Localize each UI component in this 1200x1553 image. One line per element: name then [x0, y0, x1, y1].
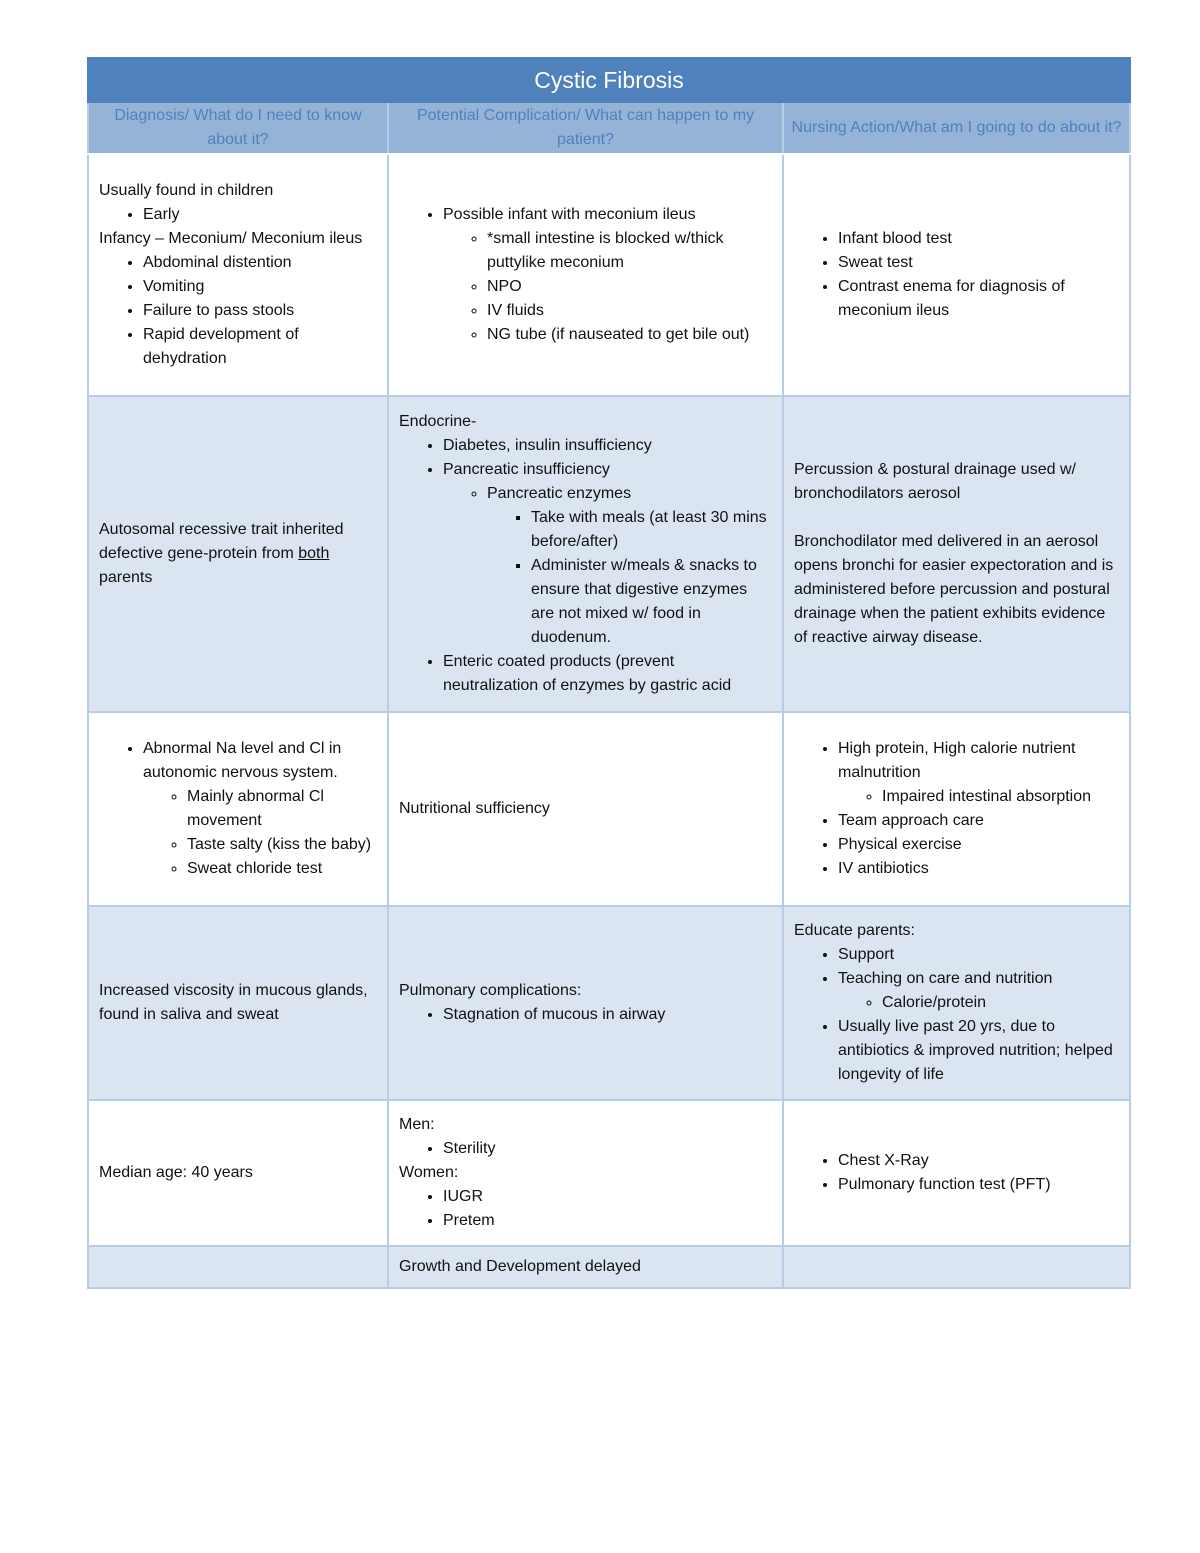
header-nursing-action: Nursing Action/What am I going to do about it?: [783, 102, 1130, 154]
sub-list: [443, 482, 772, 650]
bullet-list: [399, 1137, 772, 1161]
sub-list-item: ◦ IV fluids: [487, 299, 772, 323]
title-row: [88, 58, 1130, 102]
header-diagnosis: Diagnosis/ What do I need to know about it?: [88, 102, 388, 154]
table-row: [88, 154, 1130, 396]
list-item: • Sweat test: [838, 251, 1119, 275]
list-item-text: Possible infant with meconium ileus: [443, 206, 696, 223]
sub-list: [838, 785, 1119, 809]
cell-text: Median age: 40 years: [99, 1164, 253, 1181]
header-complication: Potential Complication/ What can happen to my patient?: [388, 102, 783, 154]
table-row: [88, 1100, 1130, 1246]
care-plan-table: [87, 57, 1131, 1289]
cystic-fibrosis-care-plan: [87, 57, 1129, 1289]
list-item: • Usually live past 20 yrs, due to antibiotics & improved nutrition; helped longevity of life: [838, 1015, 1119, 1087]
complication-cell: Growth and Development delayed: [388, 1246, 783, 1288]
list-item: • Physical exercise: [838, 833, 1119, 857]
table-row: [88, 1246, 1130, 1288]
cell-text: Pulmonary complications:: [399, 982, 582, 999]
sub-list-item: ◦ Sweat chloride test: [187, 857, 377, 881]
list-item: • Chest X-Ray: [838, 1149, 1119, 1173]
sub-list-item: ◦ Mainly abnormal Cl movement: [187, 785, 377, 833]
bullet-list: [794, 737, 1119, 881]
list-item: • Support: [838, 943, 1119, 967]
list-item: • Early: [143, 203, 377, 227]
bullet-list: [99, 737, 377, 881]
sub-list-item-text: Pancreatic enzymes: [487, 485, 632, 502]
cell-text: Usually found in children: [99, 182, 274, 199]
sub-list: [443, 227, 772, 347]
nursing-action-cell: [783, 154, 1130, 396]
sub-list: [838, 991, 1119, 1015]
list-item: • Team approach care: [838, 809, 1119, 833]
diagnosis-cell: [88, 1100, 388, 1246]
nursing-action-cell: [783, 906, 1130, 1100]
list-item: • Pulmonary function test (PFT): [838, 1173, 1119, 1197]
cell-text: Nutritional sufficiency: [399, 800, 550, 817]
list-item: • Stagnation of mucous in airway: [443, 1003, 772, 1027]
list-item: [838, 967, 1119, 1015]
list-item: • IUGR: [443, 1185, 772, 1209]
cell-text: Endocrine-: [399, 413, 477, 430]
list-item: • Diabetes, insulin insufficiency: [443, 434, 772, 458]
bullet-list: [399, 1185, 772, 1233]
sub-sub-list-item: ▪ Administer w/meals & snacks to ensure that digestive enzymes are not mixed w/ food in duodenum.: [531, 554, 772, 650]
emphasis-text: both: [298, 545, 330, 562]
list-item: [143, 737, 377, 881]
complication-cell: [388, 396, 783, 712]
list-item: [443, 458, 772, 650]
cell-text: Percussion & postural drainage used w/ bronchodilators aerosol: [794, 461, 1076, 502]
list-item: • IV antibiotics: [838, 857, 1119, 881]
bullet-list: [794, 1149, 1119, 1197]
diagnosis-cell: [88, 712, 388, 906]
list-item: • Sterility: [443, 1137, 772, 1161]
table-row: [88, 906, 1130, 1100]
cell-text: [99, 518, 377, 590]
complication-cell: [388, 906, 783, 1100]
list-item-text: High protein, High calorie nutrient malnutrition: [838, 740, 1076, 781]
table-title: Cystic Fibrosis: [88, 58, 1130, 102]
diagnosis-cell: [88, 1246, 388, 1288]
complication-cell: [388, 1100, 783, 1246]
bullet-list: [794, 943, 1119, 1087]
list-item: • Enteric coated products (prevent neutralization of enzymes by gastric acid: [443, 650, 772, 698]
list-item: [443, 203, 772, 347]
cell-text: Women:: [399, 1164, 459, 1181]
list-item: • Rapid development of dehydration: [143, 323, 377, 371]
diagnosis-cell: [88, 154, 388, 396]
bullet-list: [399, 203, 772, 347]
list-item-text: Teaching on care and nutrition: [838, 970, 1053, 987]
list-item: • Infant blood test: [838, 227, 1119, 251]
complication-cell: [388, 154, 783, 396]
sub-list-item: ◦ NG tube (if nauseated to get bile out): [487, 323, 772, 347]
table-row: [88, 712, 1130, 906]
bullet-list: [399, 1003, 772, 1027]
cell-text-part: parents: [99, 569, 153, 586]
sub-list-item: [487, 482, 772, 650]
cell-text-part: Autosomal recessive trait inherited defective gene-protein from: [99, 521, 344, 562]
list-item: • Failure to pass stools: [143, 299, 377, 323]
list-item-text: Pancreatic insufficiency: [443, 461, 610, 478]
list-item-text: Abnormal Na level and Cl in autonomic nervous system.: [143, 740, 342, 781]
cell-text: Educate parents:: [794, 922, 915, 939]
sub-list-item: ◦ *small intestine is blocked w/thick puttylike meconium: [487, 227, 772, 275]
nursing-action-cell: [783, 1100, 1130, 1246]
sub-list: [143, 785, 377, 881]
table-row: [88, 396, 1130, 712]
complication-cell: [388, 712, 783, 906]
bullet-list: [99, 251, 377, 371]
cell-text: Infancy – Meconium/ Meconium ileus: [99, 230, 363, 247]
sub-sub-list: [487, 506, 772, 650]
sub-list-item: ◦ Taste salty (kiss the baby): [187, 833, 377, 857]
list-item: [838, 737, 1119, 809]
bullet-list: [99, 203, 377, 227]
bullet-list: [399, 434, 772, 698]
sub-list-item: ◦ Impaired intestinal absorption: [882, 785, 1119, 809]
cell-text: Men:: [399, 1116, 435, 1133]
list-item: • Abdominal distention: [143, 251, 377, 275]
bullet-list: [794, 227, 1119, 323]
sub-list-item: ◦ NPO: [487, 275, 772, 299]
list-item: • Contrast enema for diagnosis of meconium ileus: [838, 275, 1119, 323]
list-item: • Vomiting: [143, 275, 377, 299]
nursing-action-cell: [783, 712, 1130, 906]
sub-list-item: ◦ Calorie/protein: [882, 991, 1119, 1015]
cell-text: Bronchodilator med delivered in an aerosol opens bronchi for easier expectoration and is administered before percussion and postural drainage when the patient exhibits evidence of reactive airway disease.: [794, 533, 1114, 646]
sub-sub-list-item: ▪ Take with meals (at least 30 mins before/after): [531, 506, 772, 554]
diagnosis-cell: [88, 396, 388, 712]
cell-text: Increased viscosity in mucous glands, found in saliva and sweat: [99, 982, 368, 1023]
diagnosis-cell: [88, 906, 388, 1100]
list-item: • Pretem: [443, 1209, 772, 1233]
nursing-action-cell: [783, 396, 1130, 712]
header-row: [88, 102, 1130, 154]
nursing-action-cell: [783, 1246, 1130, 1288]
